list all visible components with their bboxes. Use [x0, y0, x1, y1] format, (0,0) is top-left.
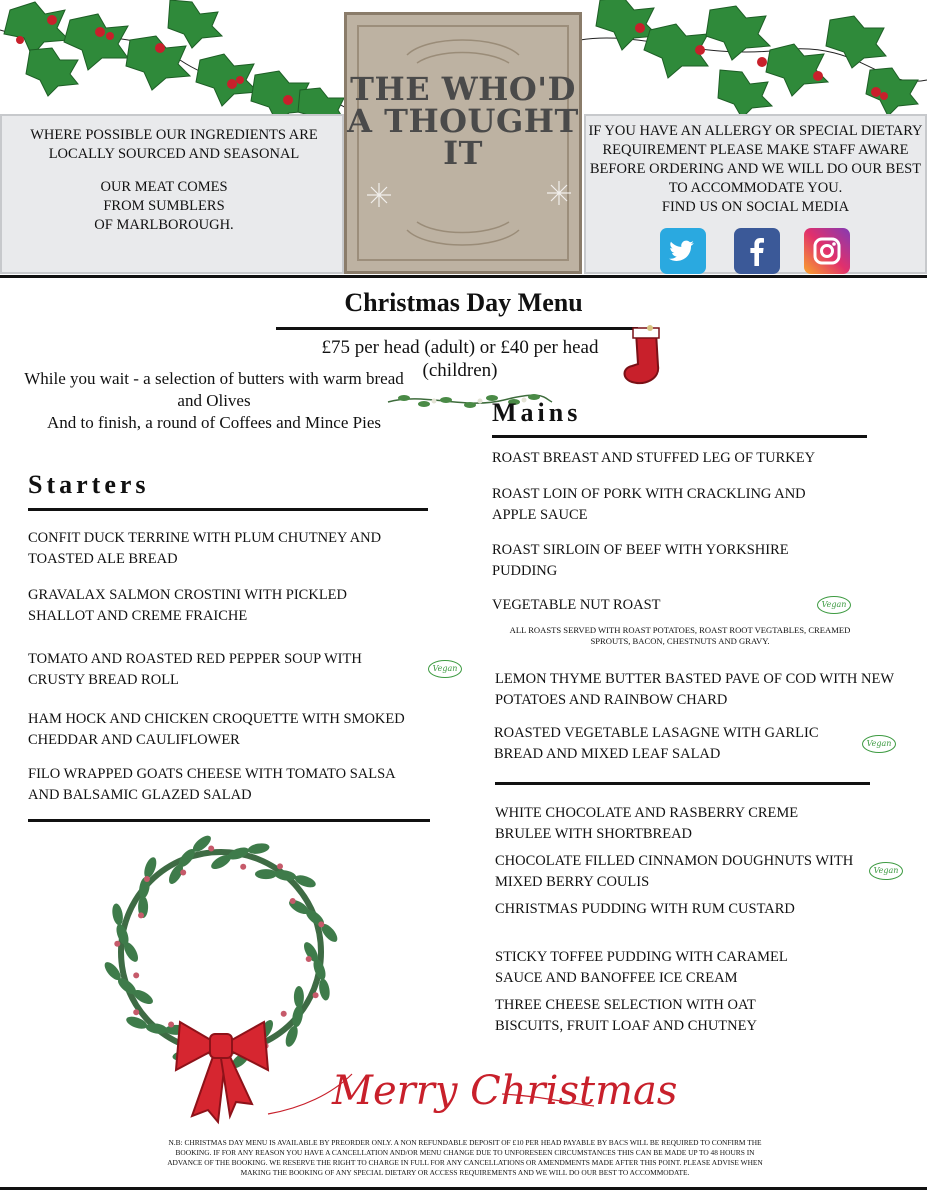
allergy-info-box: [584, 114, 927, 274]
dessert-item: CHRISTMAS PUDDING WITH RUM CUSTARD: [495, 901, 795, 917]
sourcing-text: WHERE POSSIBLE OUR INGREDIENTS ARE LOCALLY SOURCED AND SEASONAL: [30, 127, 318, 162]
twitter-icon[interactable]: [660, 228, 706, 274]
intro-bread-line: While you wait - a selection of butters with warm bread and Olives: [24, 369, 404, 410]
wreath-berry: [138, 912, 144, 918]
roast-accompaniments-note: ALL ROASTS SERVED WITH ROAST POTATOES, ROAST ROOT VEGTABLES, CREAMED SPROUTS, BACON, CHESTNUTS AND GRAVY.: [509, 625, 851, 646]
intro-coffee-line: And to finish, a round of Coffees and Mince Pies: [47, 413, 381, 432]
social-media-label: FIND US ON SOCIAL MEDIA: [661, 199, 850, 215]
instagram-icon[interactable]: [804, 228, 850, 274]
facebook-icon[interactable]: [734, 228, 780, 274]
wreath-berry: [114, 941, 120, 947]
wreath-berry: [277, 863, 283, 869]
wreath-berry: [133, 1009, 139, 1015]
main-item: VEGETABLE NUT ROAST: [492, 597, 661, 613]
mains-rule: [492, 435, 867, 438]
vegan-badge-icon: Vegan: [862, 735, 896, 753]
mains-bottom-rule: [495, 782, 870, 785]
main-item: ROAST SIRLOIN OF BEEF WITH YORKSHIRE PUDDING: [492, 542, 789, 579]
vegan-badge-icon: Vegan: [817, 596, 851, 614]
dessert-item: STICKY TOFFEE PUDDING WITH CARAMEL SAUCE AND BANOFFEE ICE CREAM: [495, 949, 788, 986]
booking-terms-note: N.B: CHRISTMAS DAY MENU IS AVAILABLE BY PREORDER ONLY. A NON REFUNDABLE DEPOSIT OF £10 PER HEAD PAYABLE BY BACS WILL BE REQUIRED TO CONFIRM THE BOOKING. IF FOR ANY REASON YOU HAVE A CANCELLATION AND/OR MENU CHANGE DUE TO UNFORESEEN CIRCUMSTANCES THIS CAN BE MADE UP TO 48 HOURS IN ADVANCE OF THE BOOKING. WE RESERVE THE RIGHT TO CHARGE IN FULL FOR ANY CANCELLATIONS OR AMENDMENTS MADE AFTER THIS POINT. PLEASE ADVISE WHEN MAKING THE BOOKING OF ANY SPECIAL DIETARY OR ACCESS REQUIREMENTS AND WE WILL DO OUR BEST TO ACCOMMODATE.: [167, 1138, 763, 1177]
starters-bottom-rule: [28, 819, 430, 822]
menu-title: Christmas Day Menu: [344, 288, 583, 317]
starter-item: HAM HOCK AND CHICKEN CROQUETTE WITH SMOKED CHEDDAR AND CAULIFLOWER: [28, 711, 405, 748]
wreath-berry: [313, 992, 319, 998]
merry-christmas-script: [262, 1034, 678, 1126]
dessert-item: WHITE CHOCOLATE AND RASBERRY CREME BRULEE WITH SHORTBREAD: [495, 805, 799, 842]
starter-item: CONFIT DUCK TERRINE WITH PLUM CHUTNEY AND TOASTED ALE BREAD: [28, 530, 382, 567]
stocking-icon: [616, 322, 674, 392]
starter-item: TOMATO AND ROASTED RED PEPPER SOUP WITH CRUSTY BREAD ROLL: [28, 651, 362, 688]
price-text: £75 per head (adult) or £40 per head (children): [321, 337, 599, 381]
intro-text: [24, 368, 404, 434]
vegan-badge-icon: Vegan: [428, 660, 462, 678]
allergy-text: IF YOU HAVE AN ALLERGY OR SPECIAL DIETARY REQUIREMENT PLEASE MAKE STAFF AWARE BEFORE ORDERING AND WE WILL DO OUR BEST TO ACCOMMODATE YOU.: [588, 123, 923, 196]
holly-right-decoration: [580, 0, 927, 130]
main-item: LEMON THYME BUTTER BASTED PAVE OF COD WITH NEW POTATOES AND RAINBOW CHARD: [495, 671, 894, 708]
main-item: ROAST LOIN OF PORK WITH CRACKLING AND APPLE SAUCE: [492, 486, 806, 523]
meat-supplier-text: OUR MEAT COMES FROM SUMBLERS OF MARLBOROUGH.: [94, 179, 234, 233]
starters-heading: Starters: [28, 470, 150, 499]
starter-item: GRAVALAX SALMON CROSTINI WITH PICKLED SHALLOT AND CREME FRAICHE: [28, 587, 348, 624]
starter-item: FILO WRAPPED GOATS CHEESE WITH TOMATO SALSA AND BALSAMIC GLAZED SALAD: [28, 766, 395, 803]
wreath-berry: [208, 846, 214, 852]
wreath-berry: [318, 921, 324, 927]
wreath-berry: [290, 898, 296, 904]
main-item: ROASTED VEGETABLE LASAGNE WITH GARLIC BREAD AND MIXED LEAF SALAD: [494, 725, 819, 762]
wreath-leaf: [255, 869, 277, 879]
starters-rule: [28, 508, 428, 511]
wreath-leaf: [294, 986, 304, 1008]
sourcing-info-box: [0, 114, 344, 274]
restaurant-logo: [344, 12, 582, 274]
dessert-item: THREE CHEESE SELECTION WITH OAT BISCUITS, FRUIT LOAF AND CHUTNEY: [495, 997, 757, 1034]
dessert-item: CHOCOLATE FILLED CINNAMON DOUGHNUTS WITH MIXED BERRY COULIS: [495, 853, 854, 890]
wreath-berry: [281, 1011, 287, 1017]
wreath-berry: [168, 1022, 174, 1028]
wreath-berry: [306, 956, 312, 962]
bottom-rule: [0, 1187, 927, 1190]
header-divider: [0, 275, 927, 278]
main-item: ROAST BREAST AND STUFFED LEG OF TURKEY: [492, 450, 816, 466]
mains-heading: Mains: [492, 398, 582, 427]
wreath-berry: [240, 864, 246, 870]
wreath-berry: [144, 876, 150, 882]
wreath-berry: [180, 870, 186, 876]
merry-christmas-text: Merry Christmas: [332, 1068, 678, 1114]
vegan-badge-icon: Vegan: [869, 862, 903, 880]
holly-left-decoration: [0, 0, 360, 130]
logo-text: THE WHO'D A THOUGHT IT: [347, 70, 579, 172]
title-rule: [276, 327, 638, 330]
wreath-berry: [133, 972, 139, 978]
